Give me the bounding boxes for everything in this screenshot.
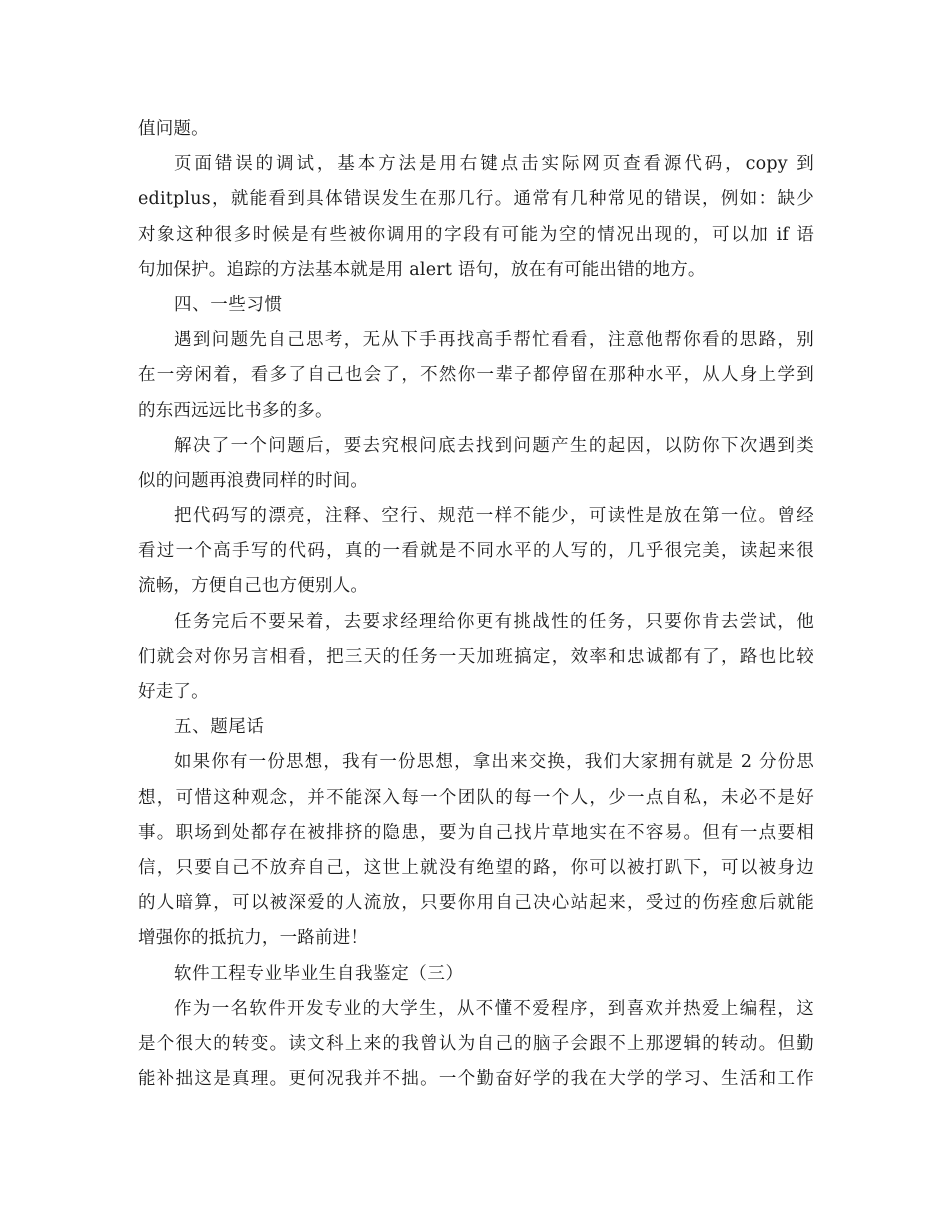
body-paragraph <box>138 147 814 288</box>
paragraph-line: 把代码写的漂亮，注释、空行、规范一样不能少，可读性是放在第一位。曾经 <box>174 506 814 527</box>
paragraph-line: 在一旁闲着，看多了自己也会了，不然你一辈子都停留在那种水平，从人身上学到 <box>138 365 814 386</box>
paragraph-line: 是个很大的转变。读文科上来的我曾认为自己的脑子会跟不上那逻辑的转动。但勤 <box>138 1033 814 1054</box>
heading-text: 四、一些习惯 <box>174 294 283 315</box>
paragraph-line: 看过一个高手写的代码，真的一看就是不同水平的人写的，几乎很完美，读起来很 <box>138 541 814 562</box>
paragraph-line: 好走了。 <box>138 682 209 702</box>
paragraph-line: 流畅，方便自己也方便别人。 <box>138 576 369 597</box>
paragraph-line: 信，只要自己不放弃自己，这世上就没有绝望的路，你可以被打趴下，可以被身边 <box>138 857 814 878</box>
section-heading <box>138 957 814 992</box>
paragraph-line: 的人暗算，可以被深爱的人流放，只要你用自己决心站起来，受过的伤痊愈后就能 <box>138 893 814 914</box>
heading-text: 五、题尾话 <box>174 717 265 738</box>
body-paragraph <box>138 605 814 711</box>
document-page <box>138 112 814 1097</box>
paragraph-line: 页面错误的调试，基本方法是用右键点击实际网页查看源代码，copy 到 <box>174 154 814 175</box>
heading-text: 软件工程专业毕业生自我鉴定（三） <box>174 963 464 984</box>
body-paragraph <box>138 992 814 1098</box>
paragraph-line: 句加保护。追踪的方法基本就是用 alert 语句，放在有可能出错的地方。 <box>138 259 706 280</box>
paragraph-line: 似的问题再浪费同样的时间。 <box>138 470 369 491</box>
body-paragraph <box>138 499 814 605</box>
paragraph-line: 事。职场到处都存在被排挤的隐患，要为自己找片草地实在不容易。但有一点要相 <box>138 822 814 843</box>
paragraph-line: 的东西远远比书多的多。 <box>138 400 333 421</box>
section-heading <box>138 288 814 323</box>
section-heading <box>138 710 814 745</box>
body-paragraph <box>138 745 814 956</box>
body-paragraph <box>138 112 814 147</box>
paragraph-line: 对象这种很多时候是有些被你调用的字段有可能为空的情况出现的，可以加 if 语 <box>138 224 814 245</box>
paragraph-line: 们就会对你另言相看，把三天的任务一天加班搞定，效率和忠诚都有了，路也比较 <box>138 646 814 667</box>
paragraph-line: 想，可惜这种观念，并不能深入每一个团队的每一个人，少一点自私，未必不是好 <box>138 787 814 808</box>
paragraph-line: 值问题。 <box>138 119 209 139</box>
paragraph-line: 能补拙这是真理。更何况我并不拙。一个勤奋好学的我在大学的学习、生活和工作 <box>138 1069 814 1090</box>
paragraph-line: 作为一名软件开发专业的大学生，从不懂不爱程序，到喜欢并热爱上编程，这 <box>174 998 814 1019</box>
body-paragraph <box>138 429 814 499</box>
paragraph-line: 遇到问题先自己思考，无从下手再找高手帮忙看看，注意他帮你看的思路，别 <box>174 330 814 351</box>
paragraph-line: 增强你的抵抗力，一路前进！ <box>138 928 369 949</box>
paragraph-line: editplus，就能看到具体错误发生在那几行。通常有几种常见的错误，例如：缺少 <box>138 189 814 210</box>
paragraph-line: 解决了一个问题后，要去究根问底去找到问题产生的起因，以防你下次遇到类 <box>174 435 814 456</box>
paragraph-line: 任务完后不要呆着，去要求经理给你更有挑战性的任务，只要你肯去尝试，他 <box>174 611 814 632</box>
paragraph-line: 如果你有一份思想，我有一份思想，拿出来交换，我们大家拥有就是 2 分份思 <box>174 752 814 773</box>
body-paragraph <box>138 323 814 429</box>
